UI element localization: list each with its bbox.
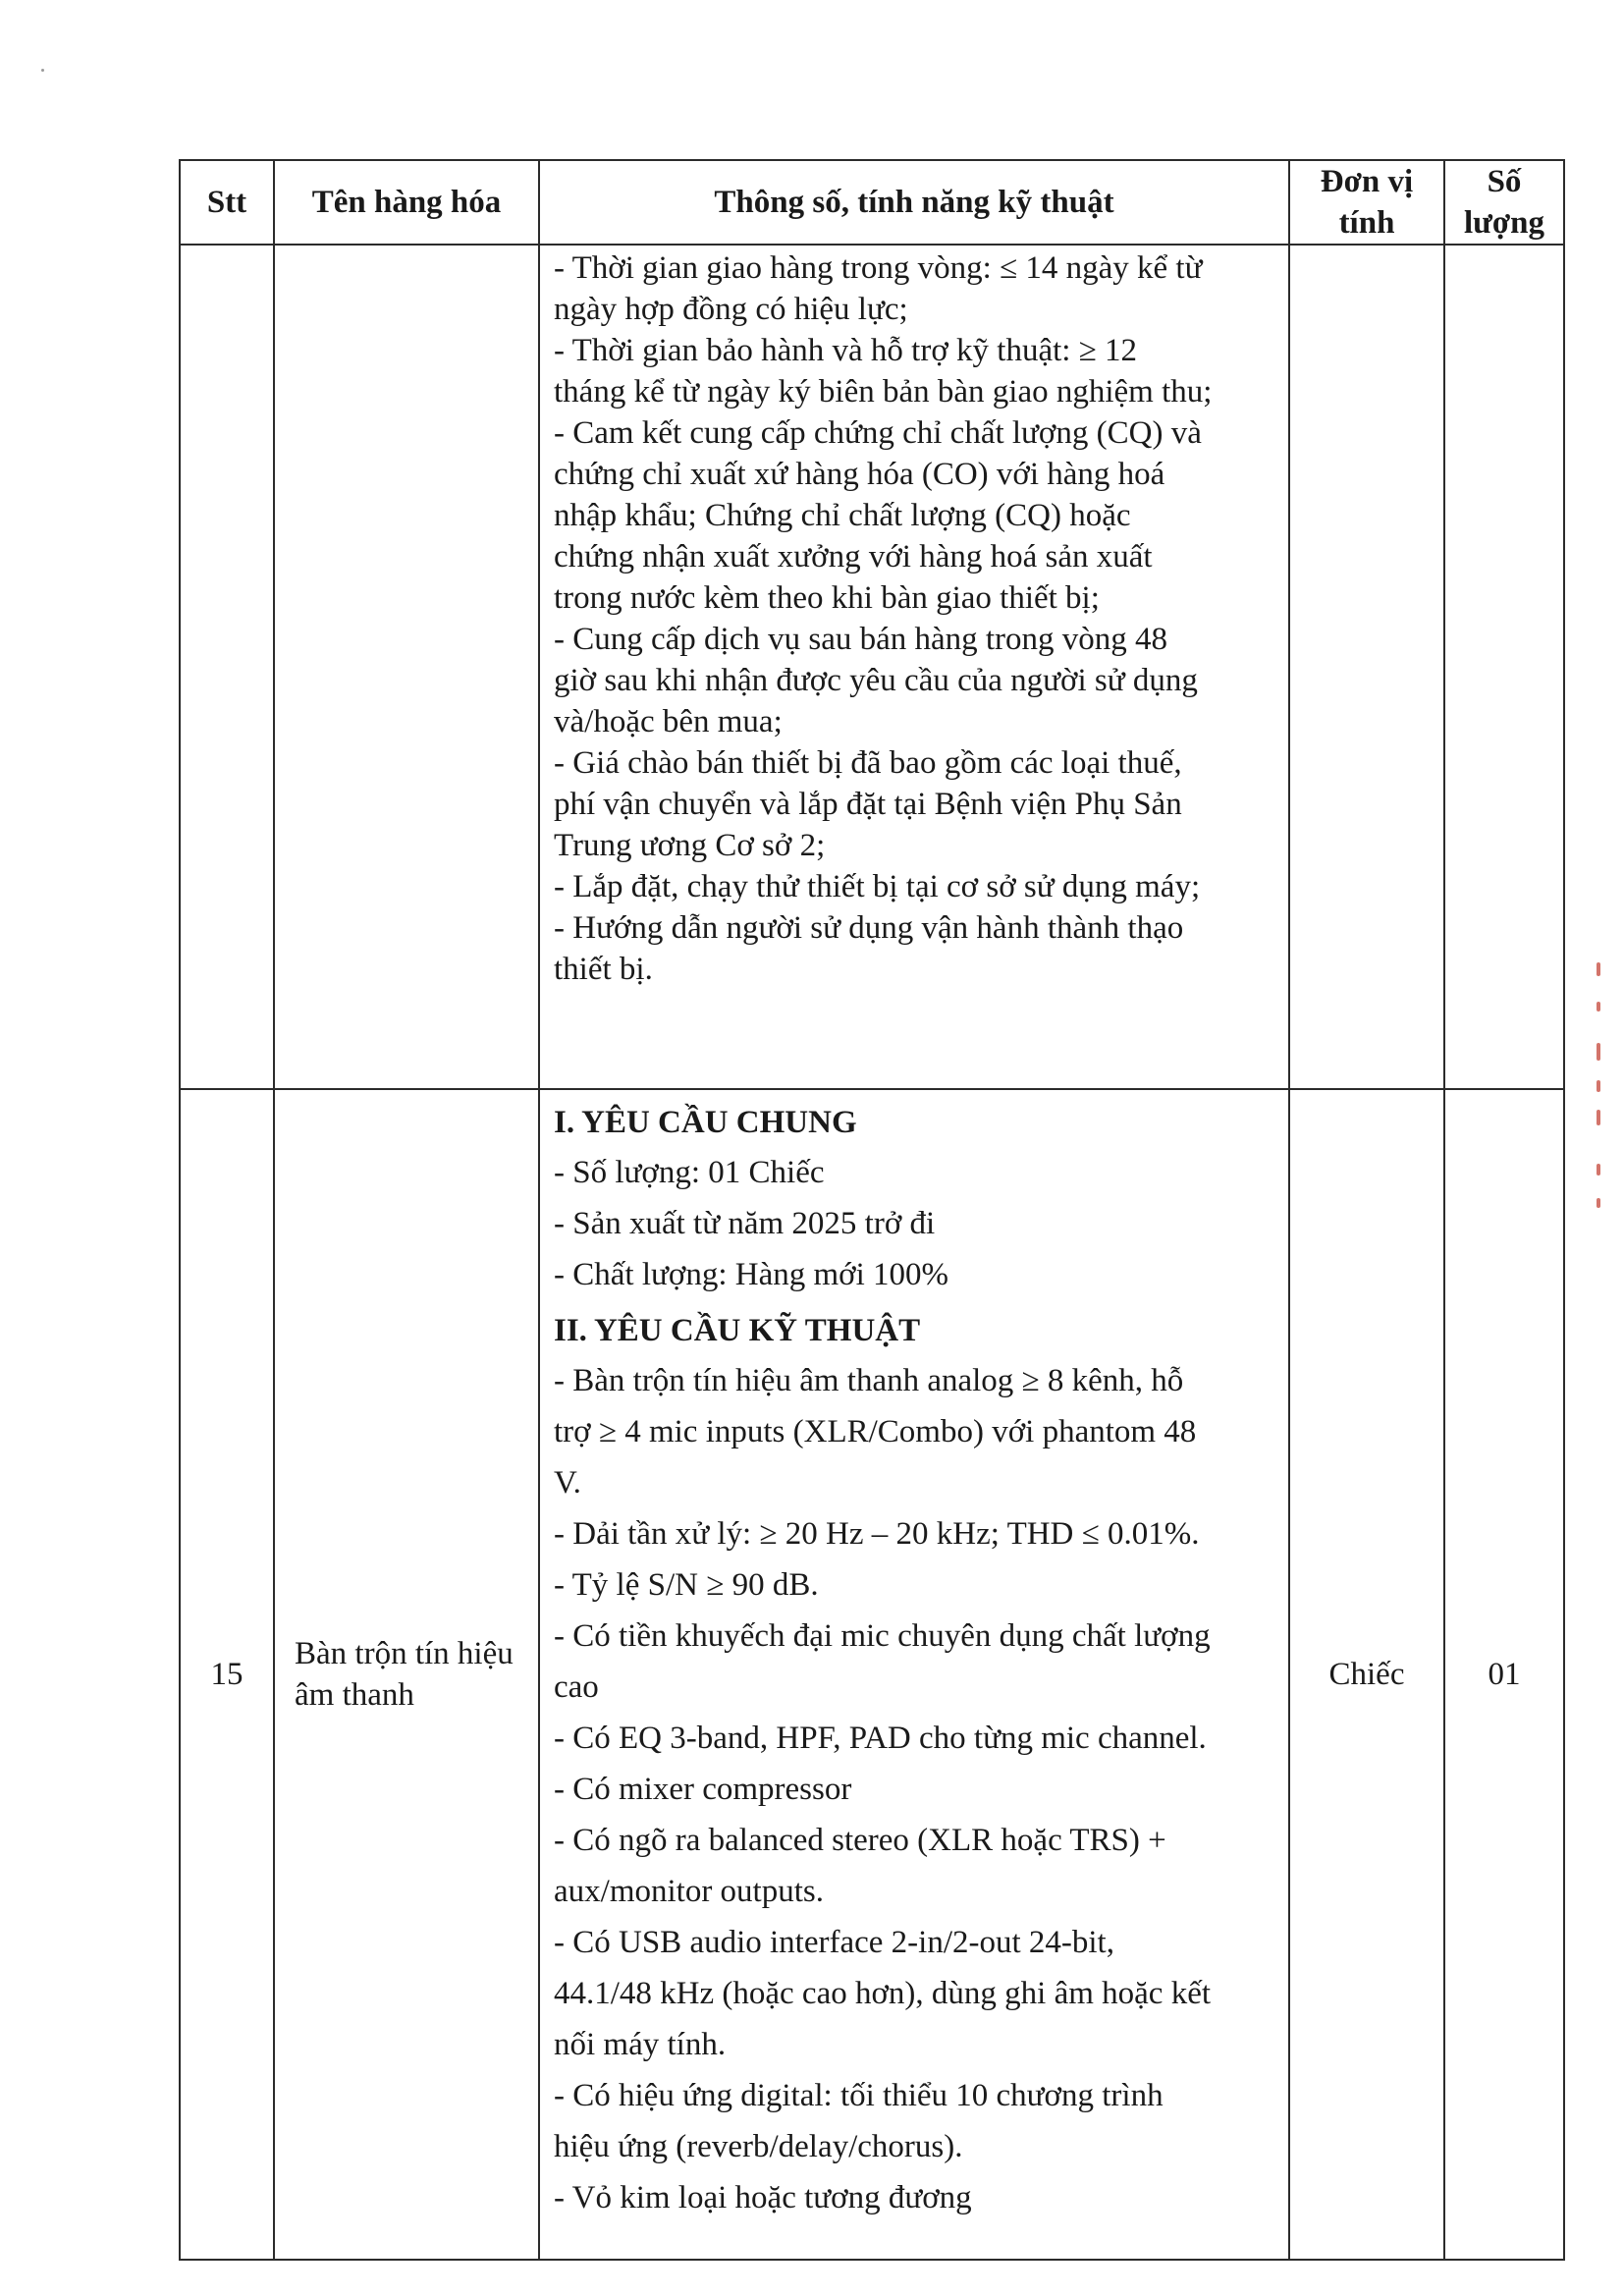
spec-line: - Dải tần xử lý: ≥ 20 Hz – 20 kHz; THD ≤ 0.01%. — [554, 1516, 1200, 1552]
spec-line: - Có hiệu ứng digital: tối thiểu 10 chương trình — [554, 2078, 1164, 2113]
header-qty-line2: lượng — [1463, 205, 1545, 241]
spec-line: tháng kể từ ngày ký biên bản bàn giao nghiệm thu; — [554, 374, 1213, 410]
cell-unit-empty — [1289, 245, 1444, 1089]
item-name-line1: Bàn trộn tín hiệu — [295, 1636, 514, 1671]
cell-stt: 15 — [180, 1089, 274, 2260]
spec-line: thiết bị. — [554, 952, 653, 987]
cell-stt-empty — [180, 245, 274, 1089]
spec-line: và/hoặc bên mua; — [554, 704, 783, 739]
cell-item-name — [274, 1089, 539, 2260]
spec-line: - Bàn trộn tín hiệu âm thanh analog ≥ 8 kênh, hỗ — [554, 1363, 1184, 1398]
spec-line: phí vận chuyển và lắp đặt tại Bệnh viện Phụ Sản — [554, 787, 1182, 822]
cell-name-empty — [274, 245, 539, 1089]
cell-spec-continued — [539, 245, 1289, 1089]
header-name: Tên hàng hóa — [274, 160, 539, 245]
header-unit — [1289, 160, 1444, 245]
section-title-technical: II. YÊU CẦU KỸ THUẬT — [554, 1313, 921, 1348]
spec-line: hiệu ứng (reverb/delay/chorus). — [554, 2129, 963, 2164]
spec-line: - Có mixer compressor — [554, 1772, 852, 1807]
spec-line: - Thời gian giao hàng trong vòng: ≤ 14 ngày kể từ — [554, 250, 1203, 286]
spec-line: nối máy tính. — [554, 2027, 727, 2062]
spec-line: trong nước kèm theo khi bàn giao thiết bị; — [554, 580, 1100, 616]
spec-line: - Có EQ 3-band, HPF, PAD cho từng mic channel. — [554, 1721, 1207, 1756]
section-title-general: I. YÊU CẦU CHUNG — [554, 1105, 857, 1140]
spec-line: cao — [554, 1669, 599, 1705]
spec-line: - Có ngõ ra balanced stereo (XLR hoặc TRS) + — [554, 1823, 1166, 1858]
spec-table — [179, 159, 1565, 2261]
spec-line: - Tỷ lệ S/N ≥ 90 dB. — [554, 1567, 819, 1603]
spec-line: - Giá chào bán thiết bị đã bao gồm các loại thuế, — [554, 745, 1182, 781]
cell-qty: 01 — [1444, 1089, 1564, 2260]
header-unit-line1: Đơn vị — [1320, 164, 1414, 199]
spec-line: - Cam kết cung cấp chứng chỉ chất lượng (CQ) và — [554, 415, 1202, 451]
spec-line: ngày hợp đồng có hiệu lực; — [554, 292, 908, 327]
table-row-15 — [180, 1089, 1564, 2260]
spec-line: nhập khẩu; Chứng chỉ chất lượng (CQ) hoặc — [554, 498, 1131, 533]
table-header-row — [180, 160, 1564, 245]
spec-line: trợ ≥ 4 mic inputs (XLR/Combo) với phantom 48 — [554, 1414, 1197, 1449]
spec-line: Trung ương Cơ sở 2; — [554, 828, 826, 863]
spec-line: giờ sau khi nhận được yêu cầu của người sử dụng — [554, 663, 1198, 698]
cell-unit: Chiếc — [1289, 1089, 1444, 2260]
header-qty — [1444, 160, 1564, 245]
spec-line: aux/monitor outputs. — [554, 1874, 824, 1909]
spec-line: - Sản xuất từ năm 2025 trở đi — [554, 1206, 936, 1241]
spec-line: - Có tiền khuyếch đại mic chuyên dụng chất lượng — [554, 1618, 1211, 1654]
spec-line: - Hướng dẫn người sử dụng vận hành thành thạo — [554, 910, 1184, 946]
header-unit-line2: tính — [1338, 205, 1395, 241]
cell-qty-empty — [1444, 245, 1564, 1089]
spec-line: - Vỏ kim loại hoặc tương đương — [554, 2180, 972, 2215]
margin-stamp-marks — [1591, 962, 1610, 1218]
header-stt: Stt — [180, 160, 274, 245]
spec-line: - Có USB audio interface 2-in/2-out 24-bit, — [554, 1925, 1114, 1960]
item-name-line2: âm thanh — [295, 1677, 414, 1713]
header-spec: Thông số, tính năng kỹ thuật — [539, 160, 1289, 245]
header-qty-line1: Số — [1487, 164, 1522, 199]
spec-line: - Cung cấp dịch vụ sau bán hàng trong vòng 48 — [554, 622, 1168, 657]
table-row-continued — [180, 245, 1564, 1089]
spec-line: V. — [554, 1465, 581, 1501]
spec-line: - Lắp đặt, chạy thử thiết bị tại cơ sở sử dụng máy; — [554, 869, 1201, 904]
scan-speck — [41, 69, 44, 72]
spec-line: 44.1/48 kHz (hoặc cao hơn), dùng ghi âm hoặc kết — [554, 1976, 1212, 2011]
spec-line: chứng chỉ xuất xứ hàng hóa (CO) với hàng hoá — [554, 457, 1165, 492]
spec-line: - Chất lượng: Hàng mới 100% — [554, 1257, 948, 1292]
spec-line: - Số lượng: 01 Chiếc — [554, 1155, 825, 1190]
cell-spec-row15 — [539, 1089, 1289, 2260]
spec-line: chứng nhận xuất xưởng với hàng hoá sản xuất — [554, 539, 1153, 574]
spec-line: - Thời gian bảo hành và hỗ trợ kỹ thuật: ≥ 12 — [554, 333, 1138, 368]
